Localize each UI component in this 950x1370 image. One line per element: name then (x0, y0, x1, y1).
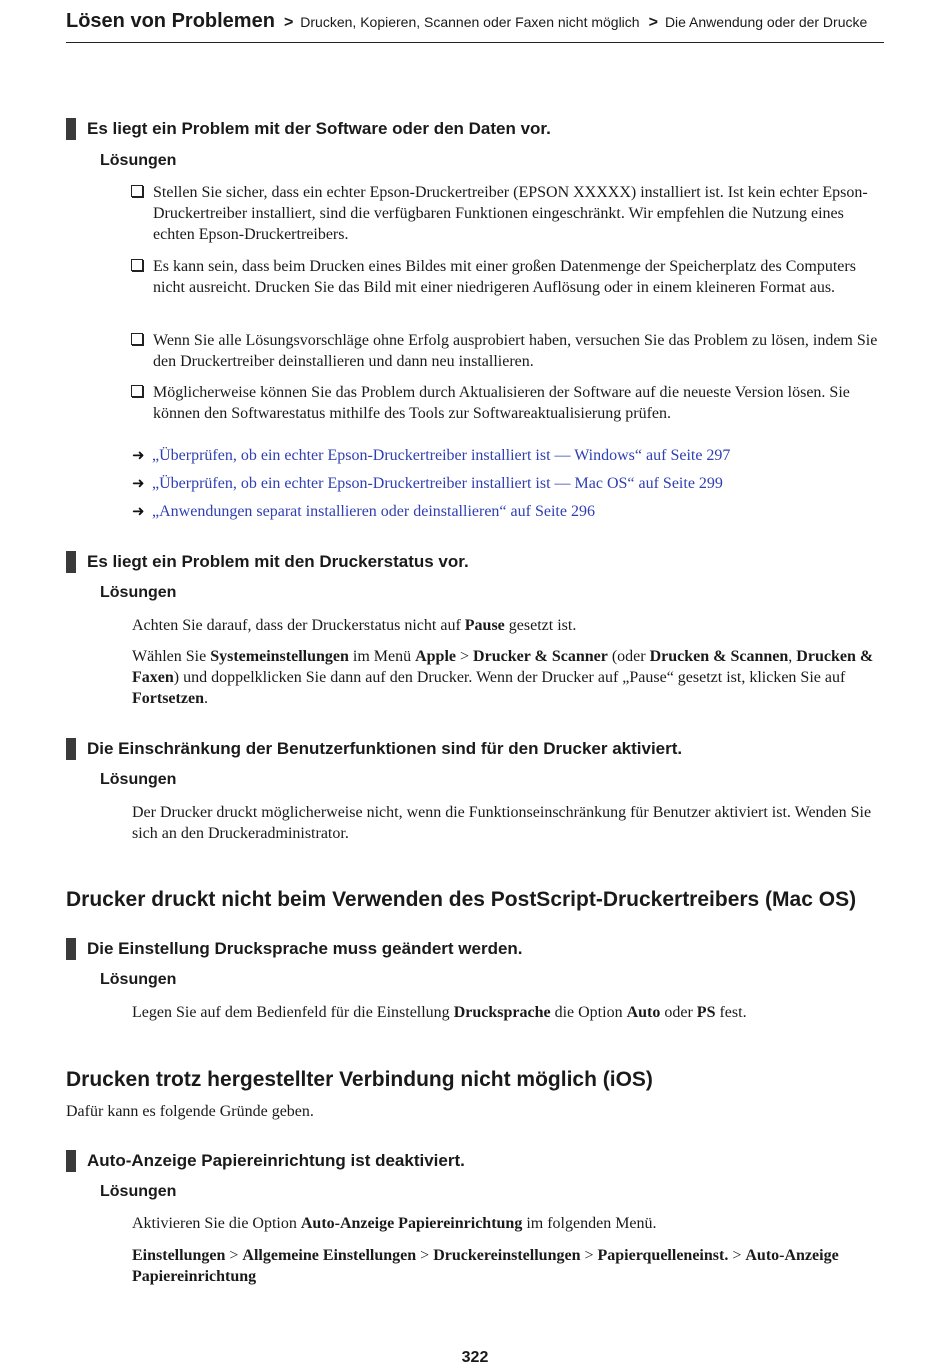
solutions-label: Lösungen (100, 971, 177, 988)
checkbox-bullet-icon (132, 334, 144, 346)
section-title: Es liegt ein Problem mit den Druckerstatus vor. (66, 551, 469, 573)
section-title (66, 118, 551, 140)
solutions-label: Lösungen (100, 584, 177, 601)
breadcrumb (66, 10, 884, 43)
list-item: Wenn Sie alle Lösungsvorschläge ohne Erfolg ausprobiert haben, versuchen Sie das Problem zu lösen, indem Sie den Druckertreiber deinstallieren und dann neu installieren. (132, 330, 884, 372)
paragraph: Legen Sie auf dem Bedienfeld für die Einstellung Drucksprache die Option Auto oder PS fest. (132, 1004, 747, 1021)
section-marker (66, 738, 76, 760)
breadcrumb-item[interactable]: Die Anwendung oder der Drucke (664, 14, 868, 30)
page-number: 322 (461, 1349, 489, 1366)
cross-reference-link[interactable]: ➜ „Überprüfen, ob ein echter Epson-Druckertreiber installiert ist — Windows“ auf Seite 297 (132, 446, 731, 464)
solutions-label: Lösungen (100, 771, 177, 788)
heading: Drucker druckt nicht beim Verwenden des PostScript-Druckertreibers (Mac OS) (66, 888, 857, 911)
paragraph: Aktivieren Sie die Option Auto-Anzeige Papiereinrichtung im folgenden Menü. (132, 1215, 657, 1232)
checkbox-bullet-icon (132, 260, 144, 272)
solutions-label: Lösungen (100, 1183, 177, 1200)
paragraph: Dafür kann es folgende Gründe geben. (66, 1103, 314, 1120)
checkbox-bullet-icon (132, 386, 144, 398)
list-item: Möglicherweise können Sie das Problem durch Aktualisieren der Software auf die neueste Version lösen. Sie können den Softwarestatus mithilfe des Tools zur Softwareaktualisierung prüfen. (132, 382, 884, 424)
cross-reference-link[interactable]: ➜ „Überprüfen, ob ein echter Epson-Druckertreiber installiert ist — Mac OS“ auf Seite 299 (132, 474, 723, 492)
section-marker (66, 118, 76, 140)
list-item: Stellen Sie sicher, dass ein echter Epson-Druckertreiber (EPSON XXXXX) installiert ist. Ist kein echter Epson-Druckertreiber installiert, sind die verfügbaren Funktionen eingeschränkt. Wir empfehlen die Nutzung eines echten Epson-Druckertreibers. (132, 182, 884, 245)
section-title: Auto-Anzeige Papiereinrichtung ist deaktiviert. (66, 1150, 465, 1172)
section-title: Die Einschränkung der Benutzerfunktionen sind für den Drucker aktiviert. (66, 738, 682, 760)
breadcrumb-separator: > (283, 14, 294, 31)
checkbox-bullet-icon (132, 186, 144, 198)
breadcrumb-item[interactable]: Drucken, Kopieren, Scannen oder Faxen nicht möglich (300, 14, 640, 30)
menu-path: Einstellungen > Allgemeine Einstellungen > Druckereinstellungen > Papierquelleneinst. > Auto-Anzeige Papiereinrichtung (132, 1247, 839, 1285)
solutions-label: Lösungen (100, 152, 177, 169)
section-title: Die Einstellung Drucksprache muss geändert werden. (66, 938, 523, 960)
breadcrumb-title[interactable]: Lösen von Problemen (66, 10, 275, 32)
arrow-right-icon: ➜ (132, 474, 145, 492)
heading: Drucken trotz hergestellter Verbindung nicht möglich (iOS) (66, 1068, 653, 1091)
arrow-right-icon: ➜ (132, 446, 145, 464)
section-title-text: Es liegt ein Problem mit der Software oder den Daten vor. (87, 119, 551, 138)
section-marker (66, 1150, 76, 1172)
paragraph: Der Drucker druckt möglicherweise nicht, wenn die Funktionseinschränkung für Benutzer aktiviert ist. Wenden Sie sich an den Druckeradministrator. (132, 804, 872, 842)
breadcrumb-separator: > (648, 14, 658, 31)
list-item: Es kann sein, dass beim Drucken eines Bildes mit einer großen Datenmenge der Speicherplatz des Computers nicht ausreicht. Drucken Sie das Bild mit einer niedrigeren Auflösung oder in einem kleineren Format aus. (132, 256, 884, 298)
paragraph: Achten Sie darauf, dass der Druckerstatus nicht auf Pause gesetzt ist. (132, 617, 577, 634)
section-marker (66, 938, 76, 960)
cross-reference-link[interactable]: ➜ „Anwendungen separat installieren oder deinstallieren“ auf Seite 296 (132, 502, 595, 520)
section-marker (66, 551, 76, 573)
arrow-right-icon: ➜ (132, 502, 145, 520)
paragraph: Wählen Sie Systemeinstellungen im Menü Apple > Drucker & Scanner (oder Drucken & Scannen, Drucken & Faxen) und doppelklicken Sie dann auf den Drucker. Wenn der Drucker auf „Pause“ gesetzt ist, klicken Sie auf Fortsetzen. (132, 648, 874, 707)
